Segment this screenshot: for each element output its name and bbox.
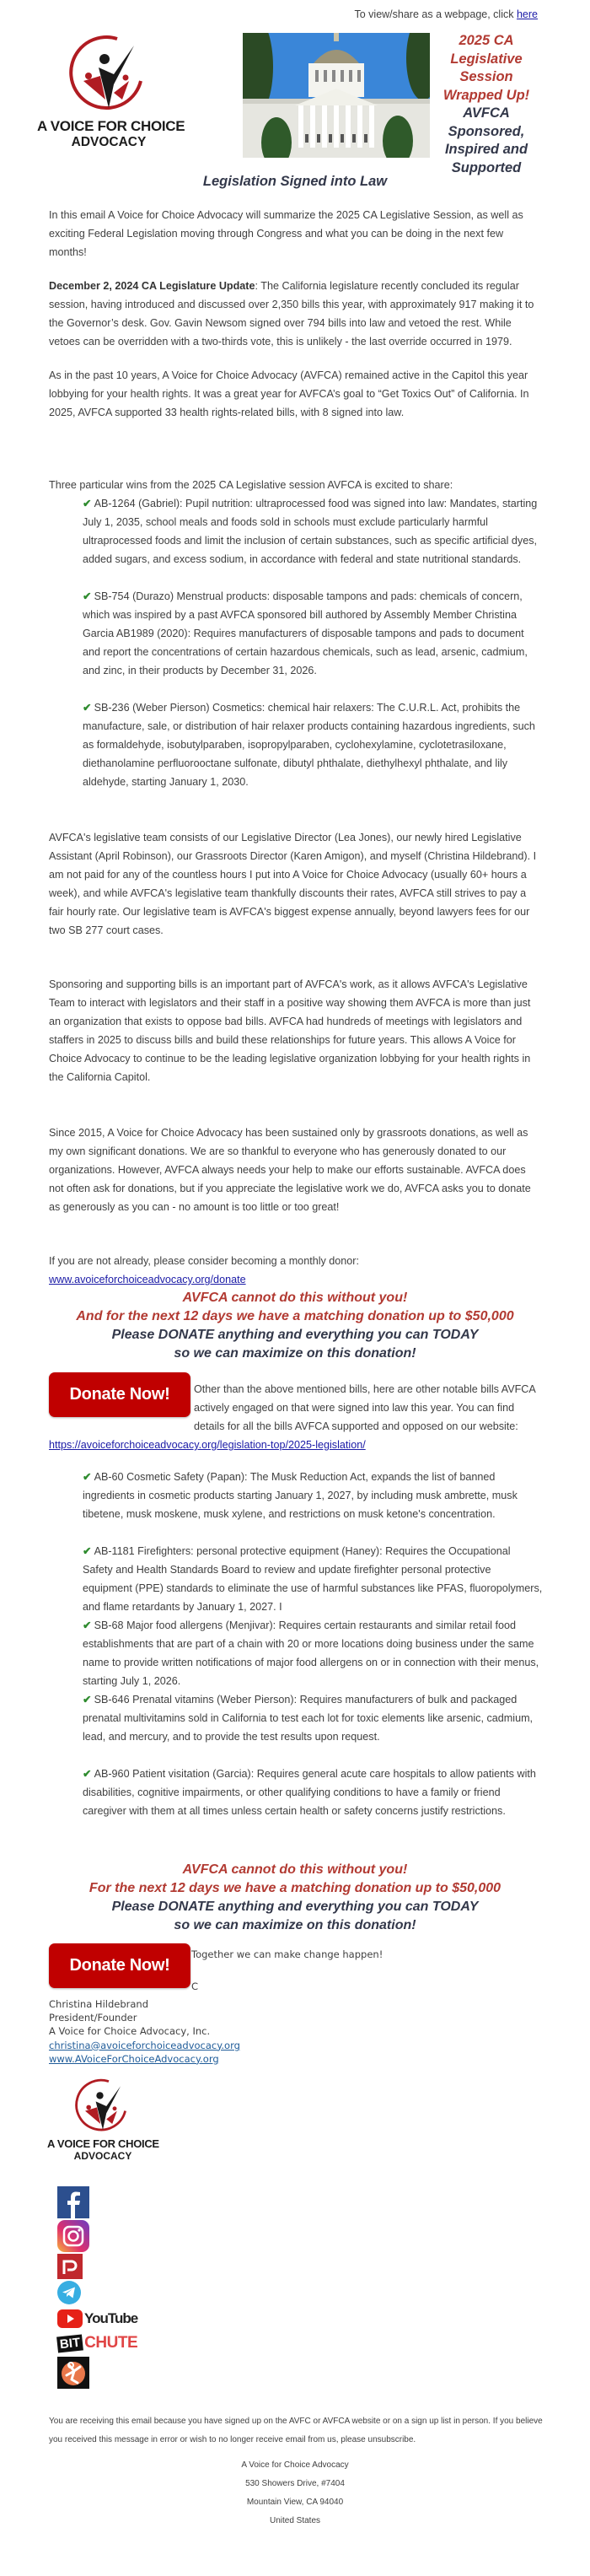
other-bills-paragraph: Other than the above mentioned bills, here are other notable bills AVFCA actively engaged on that were signed into law this year. You can find details for all the bills AVFCA supported and opposed on our website: https://avoiceforchoiceadvocacy.org/legislation-top/2025-legislation/ [49,1380,541,1454]
signature-block [49,1997,240,2066]
avfca-logo [37,32,185,159]
logo-text-line1: A VOICE FOR CHOICE [47,2137,159,2150]
social-links [57,2186,137,2390]
facebook-icon[interactable] [57,2186,89,2218]
intro-paragraph: In this email A Voice for Choice Advocacy will summarize the 2025 CA Legislative Session, as well as exciting Federal Legislation moving through Congress and what you can be doing in the next few months! [49,209,523,258]
donate-link[interactable]: www.avoiceforchoiceadvocacy.org/donate [49,1274,246,1285]
past-years-paragraph: As in the past 10 years, A Voice for Choice Advocacy (AVFCA) remained active in the Capitol this year lobbying for your health rights. It was a great year for AVFCA’s goal to “Get Toxics Out” of California. In 2025, AVFCA supported 33 health rights-related bills, with 8 signed into law. [49,369,529,418]
view-as-webpage: To view/share as a webpage, click here [354,8,538,20]
other-bill-item: ✔ AB-960 Patient visitation (Garcia): Requires general acute care hospitals to allow patients with disabilities, cognitive impairments, or other qualifying conditions to have a family or friend caregiver with them at all times unless certain health or safety concerns justify restrictions. [83,1768,536,1817]
button-spacer [49,1380,194,1436]
signature-org: A Voice for Choice Advocacy, Inc. [49,2025,211,2038]
legislation-link[interactable]: https://avoiceforchoiceadvocacy.org/legislation-top/2025-legislation/ [49,1439,366,1451]
signature-name: Christina Hildebrand [49,1998,149,2010]
footer-address: A Voice for Choice Advocacy 530 Showers Drive, #7404 Mountain View, CA 94040 United States [241,2460,349,2525]
logo-emblem-icon [67,32,151,116]
parler-icon[interactable] [57,2254,83,2279]
win-item: ✔ AB-1264 (Gabriel): Pupil nutrition: ultraprocessed food was signed into law: Mandates, starting July 1, 2035, school meals and foods sold in schools must exclude particularly harmful ultraprocessed foods and limit the inclusion of certain substances, such as specific artificial dyes, added sugars, and excess sodium, in accordance with federal and state nutritional standards. [83,498,538,565]
subheadline: Legislation Signed into Law [202,174,388,189]
logo-text-line2: ADVOCACY [71,135,147,149]
view-webpage-link[interactable]: here [516,8,538,20]
other-bill-item: ✔ AB-60 Cosmetic Safety (Papan): The Musk Reduction Act, expands the list of banned ingredients in cosmetic products starting January 1, 2027, by including musk ambrette, musk tibetene, musk moskene, musk xylene, and restrictions on musk ketone's concentration. [83,1471,518,1520]
other-bill-item: ✔ SB-646 Prenatal vitamins (Weber Pierson): Requires manufacturers of bulk and packaged prenatal multivitamins sold in California to test each lot for toxic elements like arsenic, cadmium, lead, and mercury, and to provide the test results upon request. [83,1694,534,1743]
checkmark-icon: ✔ [83,1694,92,1706]
rumble-icon[interactable] [57,2357,89,2389]
sponsoring-paragraph: Sponsoring and supporting bills is an important part of AVFCA's work, as it allows AVFCA's Legislative Team to interact with legislators and their staff in a positive way showing them AVFCA is more than just an organization that exists to oppose bad bills. AVFCA had hundreds of meetings with legislators and staffers in 2025 to discuss bills and build these relationships for future years. This allows A Voice for Choice Advocacy to continue to be the leading legislative organization lobbying for your health rights in the California Capitol. [49,978,531,1083]
signature-email-link[interactable]: christina@avoiceforchoiceadvocacy.org [49,2039,240,2051]
headline: 2025 CA Legislative Session Wrapped Up! AVFCA Sponsored, Inspired and Supported [442,33,530,175]
donation-appeal: AVFCA cannot do this without you! And for the next 12 days we have a matching donation up to $50,000 Please DONATE anything and everything you can TODAY so we can maximize on this donation! [76,1291,514,1361]
telegram-icon[interactable] [57,2281,81,2304]
bitchute-chute-label: CHUTE [84,2334,138,2352]
bitchute-bit-label: BIT [56,2334,83,2352]
youtube-icon [57,2309,83,2328]
donate-now-button[interactable]: Donate Now! [49,1372,190,1417]
youtube-link[interactable] [57,2308,137,2330]
checkmark-icon: ✔ [83,1768,92,1780]
logo-text-line2: ADVOCACY [73,2150,132,2162]
signature-website-link[interactable]: www.AVoiceForChoiceAdvocacy.org [49,2052,219,2065]
avfca-logo-footer [47,2077,158,2169]
checkmark-icon: ✔ [83,1619,92,1631]
monthly-donor-paragraph: If you are not already, please consider becoming a monthly donor: www.avoiceforchoiceadvocacy.org/donate [49,1255,359,1285]
wins-intro: Three particular wins from the 2025 CA Legislative session AVFCA is excited to share: [49,479,453,491]
since-2015-paragraph: Since 2015, A Voice for Choice Advocacy has been sustained only by grassroots donations, as well as my own significant donations. We are so thankful to everyone who has generously donated to our organizations. However, AVFCA always needs your help to make our efforts sustainable. AVFCA does not often ask for donations, but if you appreciate the legislative work we do, AVFCA asks you to donate as generously as you can - no amount is too little or too great! [49,1127,531,1213]
checkmark-icon: ✔ [83,1545,92,1557]
checkmark-icon: ✔ [83,498,92,509]
together-text: Together we can make change happen! [191,1948,384,1960]
update-label: December 2, 2024 CA Legislature Update [49,280,255,292]
youtube-label: YouTube [84,2310,138,2326]
capitol-illustration-icon [243,33,430,158]
team-paragraph: AVFCA's legislative team consists of our Legislative Director (Lea Jones), our newly hired Legislative Assistant (April Robinson), our Grassroots Director (Karen Amigon), and myself (Christina Hildebrand). I am not paid for any of the countless hours I put into A Voice for Choice Advocacy (usually 60+ hours a week), and while AVFCA's legislative team thankfully discounts their rates, AVFCA still strives to pay a fair hourly rate. Our legislative team is AVFCA's biggest expense annually, beyond lawyers fees for our two SB 277 court cases. [49,832,537,936]
update-paragraph: December 2, 2024 CA Legislature Update: The California legislature recently concluded its regular session, having introduced and discussed over 2,350 bills this year, with approximately 917 making it to the Governor’s desk. Gov. Gavin Newsom signed over 794 bills into law and vetoed the rest. While vetoes can be overridden with a two-thirds vote, this is unlikely - the last override occurred in 1979. [49,280,534,348]
instagram-icon[interactable] [57,2220,89,2252]
logo-text-line1: A VOICE FOR CHOICE [37,118,185,134]
capitol-building-image [243,33,430,158]
footer-notice: You are receiving this email because you have signed up on the AVFC or AVFCA website or on a sign up list in person. If you believe you received this message in error or wish to no longer receive email from us, please unsubscribe. [49,2417,543,2444]
logo-emblem-icon [73,2077,132,2136]
checkmark-icon: ✔ [83,1471,92,1483]
donation-appeal-2: AVFCA cannot do this without you! For the next 12 days we have a matching donation up to $50,000 Please DONATE anything and everything you can TODAY so we can maximize on this donation! [88,1862,502,1932]
other-bill-item: ✔ SB-68 Major food allergens (Menjivar): Requires certain restaurants and similar retail food establishments that are part of a chain with 20 or more locations doing business under the same name to provide written notifications of major food allergens on or in connection with their menus, starting July 1, 2026. [83,1619,539,1687]
signature-title: President/Founder [49,2012,137,2024]
checkmark-icon: ✔ [83,590,92,602]
bitchute-link[interactable] [57,2331,137,2355]
win-item: ✔ SB-236 (Weber Pierson) Cosmetics: chemical hair relaxers: The C.U.R.L. Act, prohibits the manufacture, sale, or distribution of hair relaxer products containing hazardous ingredients, such as formaldehyde, isobutylparaben, isopropylparaben, cyclohexylamine, cyclotetrasiloxane, diethanolamine perfluorooctane sulfonate, dibutyl phthalate, diethylhexyl phthalate, and lily aldehyde, starting January 1, 2030. [83,702,535,788]
checkmark-icon: ✔ [83,702,92,714]
stray-text: C [191,1981,199,1992]
win-item: ✔ SB-754 (Durazo) Menstrual products: disposable tampons and pads: chemicals of concern, which was inspired by a past AVFCA sponsored bill authored by Assembly Member Christina Garcia AB1989 (2020): Requires manufacturers of disposable tampons and pads to document and report the concentrations of certain hazardous chemicals, such as lead, arsenic, cadmium, and zinc, in their products by December 31, 2026. [83,590,528,676]
other-bill-item: ✔ AB-1181 Firefighters: personal protective equipment (Haney): Requires the Occupational Safety and Health Standards Board to review and update firefighter personal protective equipment (PPE) standards to eliminate the use of harmful substances like PFAS, fluoropolymers, and flame retardants by January 1, 2027. I [83,1545,543,1613]
donate-now-button-2[interactable]: Donate Now! [49,1943,190,1988]
